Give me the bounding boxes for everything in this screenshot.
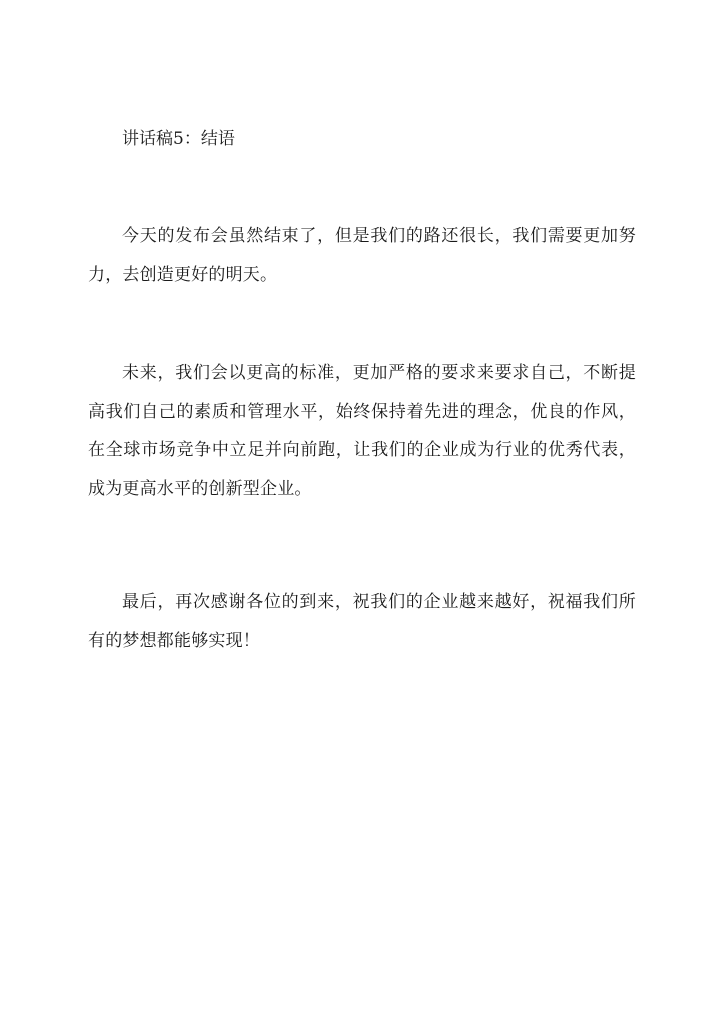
paragraph-future-goals: 未来，我们会以更高的标准，更加严格的要求来要求自己，不断提高我们自己的素质和管理水平，始终保持着先进的理念，优良的作风，在全球市场竞争中立足并向前跑，让我们的企业成为行业的优秀代表，成为更高水平的创新型企业。 — [88, 363, 636, 499]
paragraph-thanks: 最后，再次感谢各位的到来，祝我们的企业越来越好，祝福我们所有的梦想都能够实现！ — [88, 592, 636, 651]
section-heading: 讲话稿5：结语 — [122, 129, 235, 149]
paragraph-closing-remarks: 今天的发布会虽然结束了，但是我们的路还很长，我们需要更加努力，去创造更好的明天。 — [88, 226, 636, 285]
